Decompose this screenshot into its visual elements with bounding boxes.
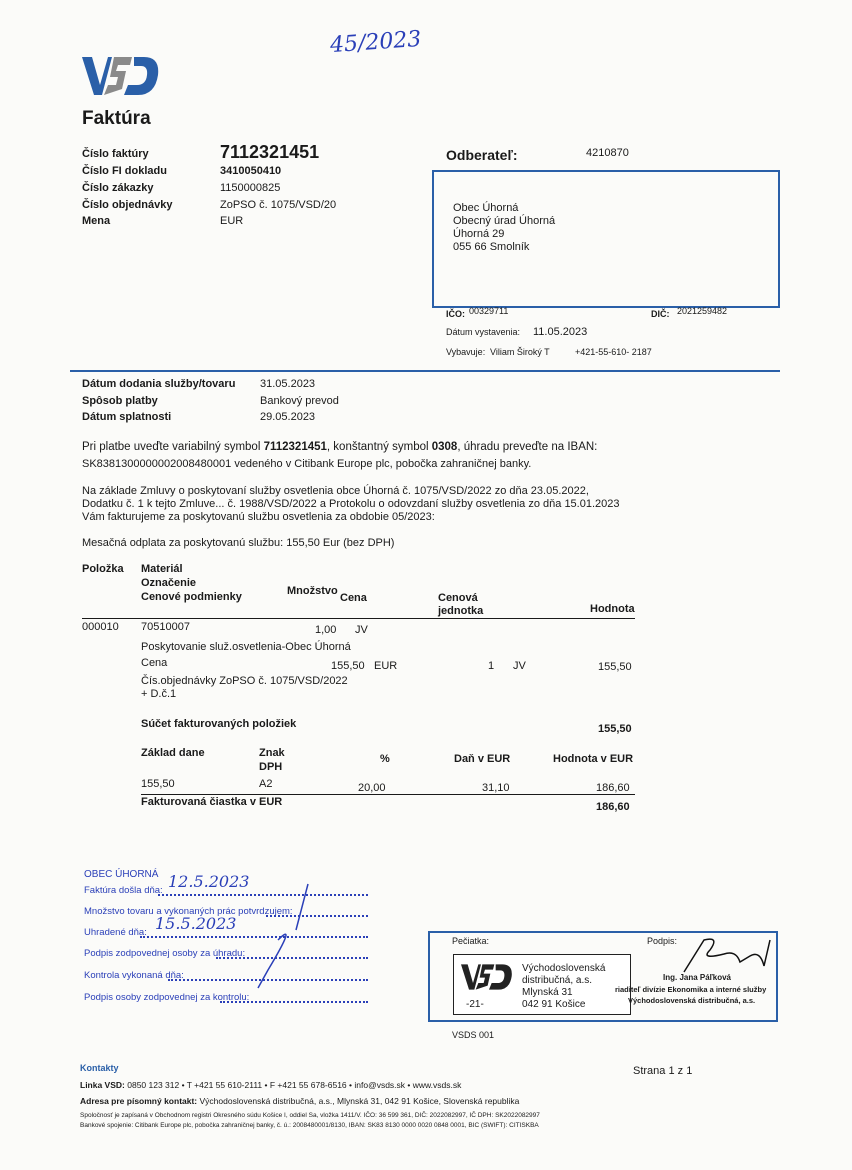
tax-code-header-2: DPH: [259, 761, 283, 773]
col-value: Hodnota: [590, 603, 635, 615]
payment-text-part: , konštantný symbol: [326, 441, 432, 453]
table-header-rule: [82, 618, 635, 619]
row-value: 155,50: [598, 661, 632, 673]
stamp-dots-6: [220, 1001, 368, 1003]
tax-value: 186,60: [596, 782, 630, 794]
tax-code: A2: [259, 778, 273, 790]
stamp-title: OBEC ÚHORNÁ: [84, 869, 159, 880]
payment-method-value: Bankový prevod: [260, 395, 339, 407]
row-quantity: 1,00: [315, 624, 337, 636]
customer-id: 4210870: [586, 147, 629, 159]
payment-method-label: Spôsob platby: [82, 395, 158, 407]
row-po-2: + D.č.1: [141, 688, 177, 700]
col-unit-2: jednotka: [438, 605, 484, 617]
col-material: Materiál: [141, 563, 183, 575]
basis-line-3: Vám fakturujeme za poskytovanú službu osvetlenia za obdobie 05/2023:: [82, 511, 435, 523]
stamp-paid-date: 15.5.2023: [155, 914, 237, 933]
seal-company-1: Východoslovenská: [522, 963, 606, 974]
col-item: Položka: [82, 563, 124, 575]
invoice-number-label: Číslo faktúry: [82, 148, 149, 160]
vsd-logo: [82, 55, 160, 97]
seal-number: -21-: [466, 999, 484, 1010]
tax-value-header: Hodnota v EUR: [553, 753, 634, 765]
row-condition: Cena: [141, 657, 168, 669]
seal-company-2: distribučná, a.s.: [522, 975, 593, 986]
tax-eur: 31,10: [482, 782, 510, 794]
row-item: 000010: [82, 621, 119, 633]
ico-label: IČO:: [446, 309, 465, 319]
currency-value: EUR: [220, 215, 244, 227]
issued-label: Dátum vystavenia:: [446, 327, 521, 337]
payment-text-part: Pri platbe uveďte variabilný symbol: [82, 441, 264, 453]
handled-value: Viliam Široký T: [490, 347, 550, 357]
row-material: 70510007: [141, 621, 190, 633]
tax-pct: 20,00: [358, 782, 386, 794]
footer-registry: Spoločnosť je zapísaná v Obchodnom registri Okresného súdu Košice I, oddiel Sa, vložka 1411/V. IČO: 36 599 361, DIČ: 2022082997, IČ DPH: SK2022082997: [80, 1112, 540, 1119]
customer-line-1: Obec Úhorná: [453, 202, 519, 214]
col-designation: Označenie: [141, 577, 197, 589]
seal-vsd-logo: [461, 962, 513, 992]
footer-hotline: [80, 1080, 461, 1090]
address-text: Východoslovenská distribučná, a.s., Mlynská 31, 042 91 Košice, Slovenská republika: [197, 1096, 520, 1106]
col-quantity: Množstvo: [287, 585, 338, 597]
row-quantity-unit: JV: [355, 624, 368, 636]
currency-label: Mena: [82, 215, 111, 227]
order-value: 1150000825: [220, 182, 281, 194]
total-value: 186,60: [596, 801, 630, 813]
seal-label: Pečiatka:: [452, 936, 490, 946]
footer-contacts-title: Kontakty: [80, 1063, 119, 1073]
dic-label: DIČ:: [651, 309, 670, 319]
customer-line-4: 055 66 Smolník: [453, 241, 530, 253]
col-conditions: Cenové podmienky: [141, 591, 242, 603]
fi-doc-value: 3410050410: [220, 165, 282, 177]
row-per: 1: [488, 660, 495, 672]
customer-line-2: Obecný úrad Úhorná: [453, 215, 556, 227]
po-label: Číslo objednávky: [82, 199, 173, 211]
stamp-line-paid: Uhradené dňa:: [84, 927, 147, 938]
dic-value: 2021259482: [677, 306, 728, 316]
section-divider: [70, 370, 780, 372]
tax-base-header: Základ dane: [141, 747, 205, 759]
payment-text-part: , úhradu preveďte na IBAN:: [457, 441, 598, 453]
po-value: ZoPSO č. 1075/VSD/20: [220, 199, 337, 211]
payment-instruction-line-1: [82, 441, 597, 453]
issued-value: 11.05.2023: [533, 326, 588, 338]
col-unit-1: Cenová: [438, 592, 478, 604]
delivery-date-value: 31.05.2023: [260, 378, 316, 390]
stamp-line-checked: Kontrola vykonaná dňa:: [84, 970, 184, 981]
due-date-label: Dátum splatnosti: [82, 411, 172, 423]
hotline-label: Linka VSD:: [80, 1080, 125, 1090]
stamp-received-date: 12.5.2023: [168, 872, 250, 891]
row-per-unit: JV: [513, 660, 526, 672]
delivery-date-label: Dátum dodania služby/tovaru: [82, 378, 236, 390]
total-rule: [141, 794, 635, 795]
fi-doc-label: Číslo FI dokladu: [82, 165, 167, 177]
form-code: VSDS 001: [452, 1030, 495, 1040]
variable-symbol: 7112321451: [263, 441, 327, 453]
footer-bank: Bankové spojenie: Citibank Europe plc, pobočka zahraničnej banky, č. ú.: 2008480001/8130, IBAN: SK83 8130 0000 0020 0848 0001, BIC (SWIFT): CITISKBA: [80, 1122, 539, 1129]
tax-eur-header: Daň v EUR: [454, 753, 511, 765]
handwritten-invoice-number: 45/2023: [329, 26, 423, 59]
row-price-currency: EUR: [374, 660, 398, 672]
customer-label: Odberateľ:: [446, 147, 518, 163]
sign-label: Podpis:: [647, 936, 678, 946]
seal-company-4: 042 91 Košice: [522, 999, 586, 1010]
tax-pct-header: %: [380, 753, 390, 765]
footer-address: [80, 1096, 519, 1106]
tax-code-header-1: Znak: [259, 747, 285, 759]
stamp-line-received: Faktúra došla dňa:: [84, 885, 163, 896]
handled-label: Vybavuje:: [446, 347, 486, 357]
handled-phone: +421-55-610- 2187: [575, 347, 652, 357]
signer-role-1: riaditeľ divízie Ekonomika a interné služby: [615, 985, 767, 994]
document-title: Faktúra: [82, 108, 151, 129]
basis-line-2: Dodatku č. 1 k tejto Zmluve... č. 1988/VSD/2022 a Protokolu o odovzdaní služby osvetlenia zo dňa 15.01.2023: [82, 498, 620, 510]
stamp-line-payment-signer: Podpis zodpovednej osoby za úhradu:: [84, 948, 246, 959]
constant-symbol: 0308: [431, 441, 458, 453]
basis-line-1: Na základe Zmluvy o poskytovaní služby osvetlenia obce Úhorná č. 1075/VSD/2022 zo dňa 23.05.2022,: [82, 485, 589, 497]
stamp-line-check-signer: Podpis osoby zodpovednej za kontrolu:: [84, 992, 250, 1003]
signer-name: Ing. Jana Páľková: [663, 973, 731, 982]
order-label: Číslo zákazky: [82, 182, 154, 194]
due-date-value: 29.05.2023: [260, 411, 316, 423]
director-signature: [680, 936, 776, 976]
signer-role-2: Východoslovenská distribučná, a.s.: [628, 996, 756, 1005]
row-po-1: Čís.objednávky ZoPSO č. 1075/VSD/2022: [141, 675, 348, 687]
customer-line-3: Úhorná 29: [453, 228, 505, 240]
row-description: Poskytovanie služ.osvetlenia-Obec Úhorná: [141, 641, 351, 653]
ico-value: 00329711: [469, 306, 509, 316]
tax-base: 155,50: [141, 778, 175, 790]
handwritten-signature-initials: [238, 880, 318, 990]
row-price: 155,50: [331, 660, 365, 672]
invoice-number: 7112321451: [220, 142, 320, 162]
address-label: Adresa pre písomný kontakt:: [80, 1096, 198, 1106]
sum-value: 155,50: [598, 723, 632, 735]
payment-instruction-line-2: SK8381300000002008480001 vedeného v Citibank Europe plc, pobočka zahraničnej banky.: [82, 458, 532, 470]
sum-label: Súčet fakturovaných položiek: [141, 718, 297, 730]
stamp-line-confirmed: Množstvo tovaru a vykonaných prác potvrdzujem:: [84, 906, 293, 917]
seal-company-3: Mlynská 31: [522, 987, 573, 998]
hotline-text: 0850 123 312 • T +421 55 610-2111 • F +421 55 678-6516 • info@vsds.sk • www.vsds.sk: [124, 1080, 462, 1090]
col-price: Cena: [340, 592, 367, 604]
page-number: Strana 1 z 1: [633, 1065, 693, 1077]
total-label: Fakturovaná čiastka v EUR: [141, 796, 283, 808]
monthly-fee: Mesačná odplata za poskytovanú službu: 155,50 Eur (bez DPH): [82, 537, 395, 549]
